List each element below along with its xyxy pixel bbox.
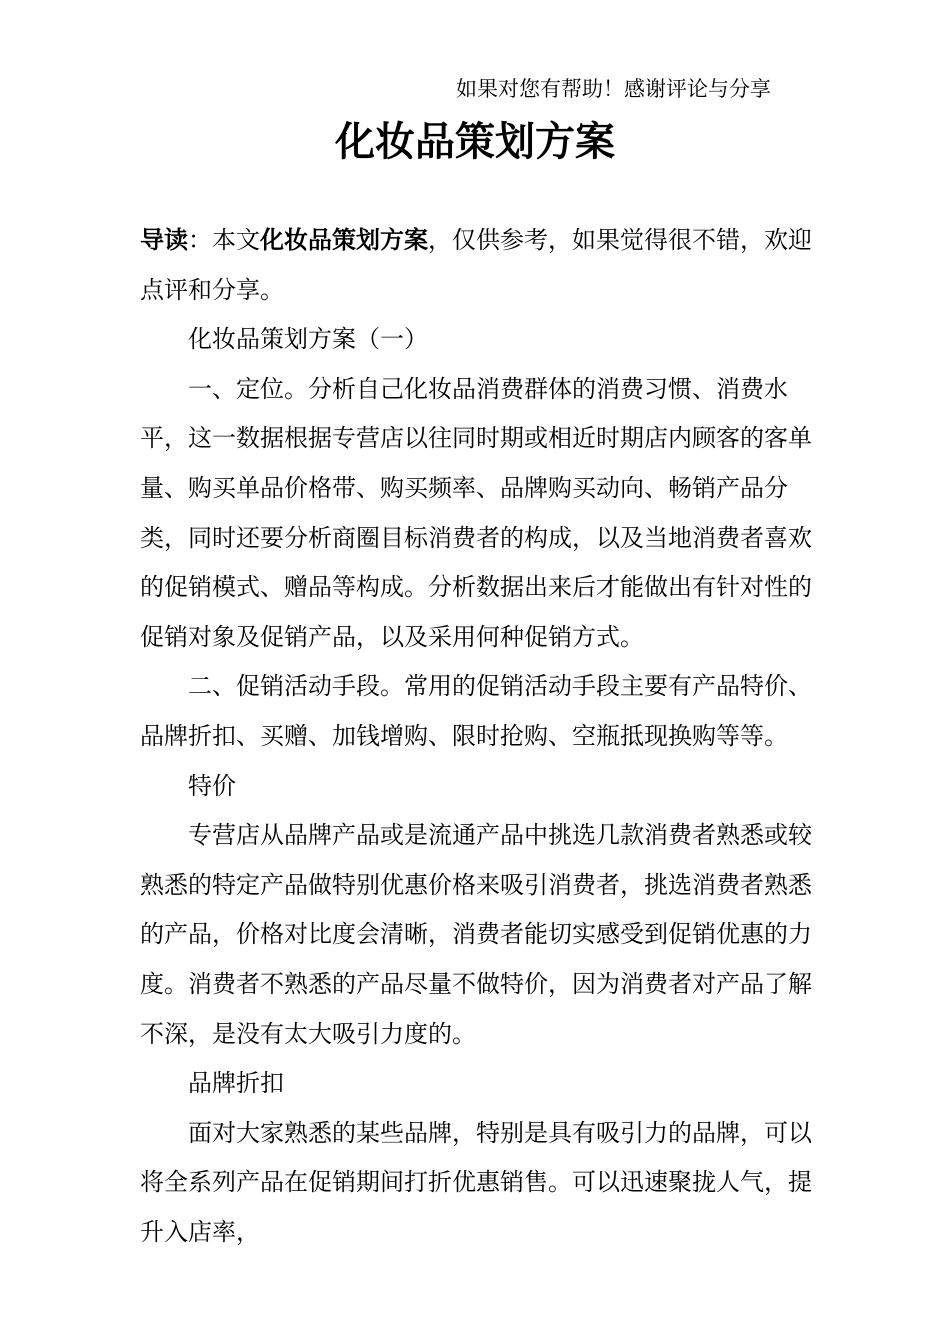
document-body	[140, 216, 830, 1257]
paragraph-positioning: 一、定位。分析自己化妆品消费群体的消费习惯、消费水平，这一数据根据专营店以往同时期或相近时期店内顾客的客单量、购买单品价格带、购买频率、品牌购买动向、畅销产品分类，同时还要分析商圈目标消费者的构成，以及当地消费者喜欢的促销模式、赠品等构成。分析数据出来后才能做出有针对性的促销对象及促销产品，以及采用何种促销方式。	[140, 374, 812, 651]
intro-label: 导读	[140, 226, 188, 254]
paragraph-brand-discount: 面对大家熟悉的某些品牌，特别是具有吸引力的品牌，可以将全系列产品在促销期间打折优惠销售。可以迅速聚拢人气，提升入店率，	[140, 1118, 812, 1246]
intro-colon: ：本文	[188, 226, 260, 254]
subheading-brand-discount: 品牌折扣	[188, 1069, 284, 1098]
paragraph-special-price: 专营店从品牌产品或是流通产品中挑选几款消费者熟悉或较熟悉的特定产品做特别优惠价格来吸引消费者，挑选消费者熟悉的产品，价格对比度会清晰，消费者能切实感受到促销优惠的力度。消费者不熟悉的产品尽量不做特价，因为消费者对产品了解不深，是没有太大吸引力度的。	[140, 821, 812, 1048]
subheading-special-price: 特价	[188, 771, 236, 800]
header-note: 如果对您有帮助！感谢评论与分享	[456, 77, 771, 101]
intro-paragraph	[140, 216, 830, 315]
document-title: 化妆品策划方案	[335, 119, 615, 165]
intro-rest: ，仅供参考，如果觉得很不错，欢迎点评和分享。	[140, 226, 812, 304]
section-heading-plan-one: 化妆品策划方案（一）	[188, 325, 428, 354]
paragraph-promotion-methods: 二、促销活动手段。常用的促销活动手段主要有产品特价、品牌折扣、买赠、加钱增购、限时抢购、空瓶抵现换购等等。	[140, 672, 812, 750]
intro-article-name: 化妆品策划方案	[260, 226, 428, 254]
